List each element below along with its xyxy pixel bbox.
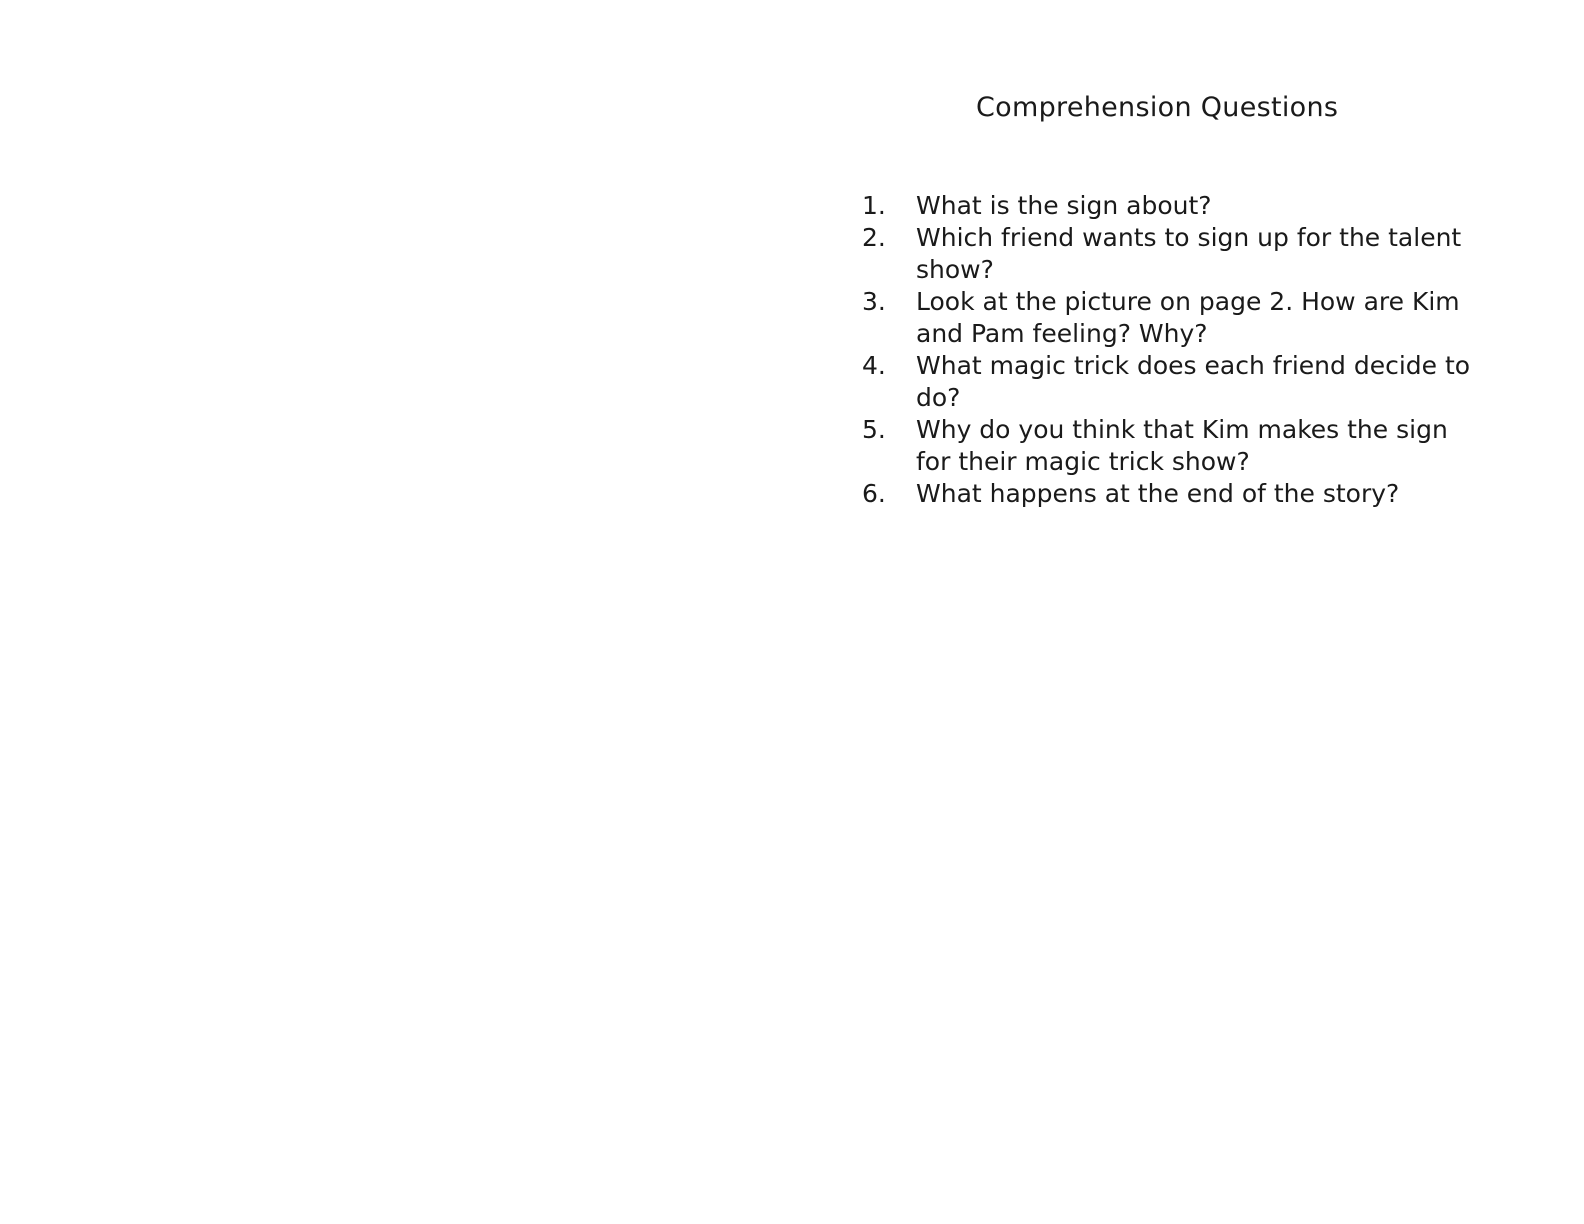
question-text: What magic trick does each friend decide to do? bbox=[916, 351, 1471, 412]
list-item bbox=[862, 222, 1482, 286]
question-text: What happens at the end of the story? bbox=[916, 479, 1400, 508]
list-item bbox=[862, 286, 1482, 350]
question-number: 2. bbox=[862, 223, 886, 252]
question-text: Look at the picture on page 2. How are Kim and Pam feeling? Why? bbox=[916, 287, 1460, 348]
question-number: 4. bbox=[862, 351, 886, 380]
question-number: 1. bbox=[862, 191, 886, 220]
question-number: 6. bbox=[862, 479, 886, 508]
question-text: What is the sign about? bbox=[916, 191, 1212, 220]
page-title: Comprehension Questions bbox=[976, 92, 1339, 123]
question-number: 5. bbox=[862, 415, 886, 444]
list-item bbox=[862, 350, 1482, 414]
question-text: Which friend wants to sign up for the talent show? bbox=[916, 223, 1462, 284]
question-list bbox=[862, 190, 1482, 510]
list-item bbox=[862, 414, 1482, 478]
list-item bbox=[862, 478, 1482, 510]
question-text: Why do you think that Kim makes the sign for their magic trick show? bbox=[916, 415, 1448, 476]
question-number: 3. bbox=[862, 287, 886, 316]
list-item bbox=[862, 190, 1482, 222]
